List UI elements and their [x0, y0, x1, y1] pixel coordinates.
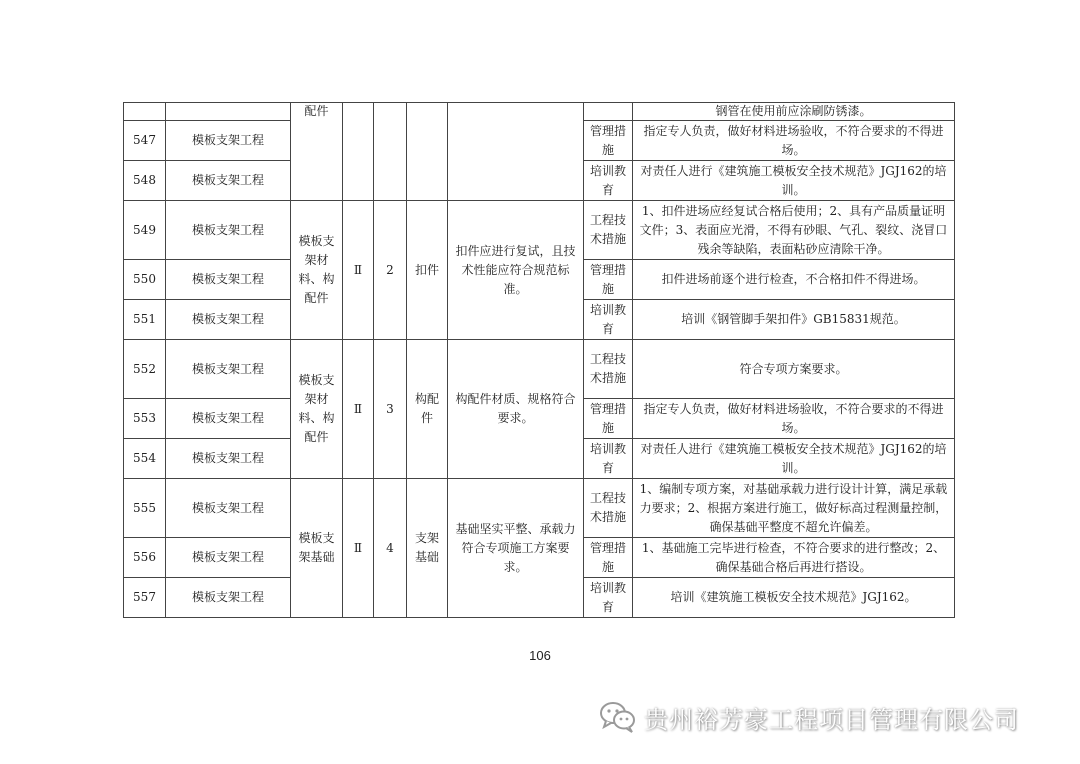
- measure-type-cell: 培训教育: [584, 161, 633, 201]
- requirement-cell: 构配件材质、规格符合要求。: [448, 340, 584, 479]
- project-cell: [166, 103, 291, 121]
- row-number-cell: 553: [124, 399, 166, 439]
- watermark: [598, 697, 1019, 737]
- measure-type-cell: 管理措施: [584, 121, 633, 161]
- project-cell: 模板支架工程: [166, 578, 291, 618]
- measure-cell: 指定专人负责，做好材料进场验收，不符合要求的不得进场。: [633, 399, 955, 439]
- measure-type-cell: 管理措施: [584, 538, 633, 578]
- measure-cell: 指定专人负责，做好材料进场验收，不符合要求的不得进场。: [633, 121, 955, 161]
- row-number-cell: [124, 103, 166, 121]
- project-cell: 模板支架工程: [166, 161, 291, 201]
- row-number-cell: 554: [124, 439, 166, 479]
- measure-type-cell: [584, 103, 633, 121]
- measure-type-cell: 培训教育: [584, 578, 633, 618]
- measure-type-cell: 管理措施: [584, 260, 633, 300]
- page-number: 106: [529, 648, 551, 663]
- project-cell: 模板支架工程: [166, 399, 291, 439]
- seq-cell: [374, 103, 407, 201]
- seq-cell: 2: [374, 201, 407, 340]
- risk-factor-cell: 模板支架材料、构配件: [291, 340, 343, 479]
- table-row: [124, 479, 955, 538]
- table-row: [124, 201, 955, 260]
- project-cell: 模板支架工程: [166, 260, 291, 300]
- watermark-text: 贵州裕芳豪工程项目管理有限公司: [644, 705, 1019, 734]
- measure-cell: 对责任人进行《建筑施工模板安全技术规范》JGJ162的培训。: [633, 161, 955, 201]
- measure-cell: 钢管在使用前应涂刷防锈漆。: [633, 103, 955, 121]
- item-cell: [407, 103, 448, 201]
- measure-type-cell: 管理措施: [584, 399, 633, 439]
- item-cell: 支架基础: [407, 479, 448, 618]
- project-cell: 模板支架工程: [166, 201, 291, 260]
- measure-cell: 扣件进场前逐个进行检查，不合格扣件不得进场。: [633, 260, 955, 300]
- project-cell: 模板支架工程: [166, 340, 291, 399]
- item-cell: 扣件: [407, 201, 448, 340]
- measure-cell: 培训《钢管脚手架扣件》GB15831规范。: [633, 300, 955, 340]
- row-number-cell: 549: [124, 201, 166, 260]
- row-number-cell: 547: [124, 121, 166, 161]
- measure-cell: 1、基础施工完毕进行检查，不符合要求的进行整改；2、确保基础合格后再进行搭设。: [633, 538, 955, 578]
- risk-factor-cell: 配件: [291, 103, 343, 201]
- measure-type-cell: 培训教育: [584, 300, 633, 340]
- seq-cell: 4: [374, 479, 407, 618]
- table-row: [124, 340, 955, 399]
- project-cell: 模板支架工程: [166, 479, 291, 538]
- row-number-cell: 552: [124, 340, 166, 399]
- project-cell: 模板支架工程: [166, 538, 291, 578]
- measure-cell: 符合专项方案要求。: [633, 340, 955, 399]
- measure-cell: 1、扣件进场应经复试合格后使用；2、具有产品质量证明文件；3、表面应光滑，不得有砂眼、气孔、裂纹、浇冒口残余等缺陷，表面粘砂应清除干净。: [633, 201, 955, 260]
- level-cell: Ⅱ: [343, 201, 374, 340]
- measure-cell: 培训《建筑施工模板安全技术规范》JGJ162。: [633, 578, 955, 618]
- measure-type-cell: 工程技术措施: [584, 479, 633, 538]
- row-number-cell: 550: [124, 260, 166, 300]
- project-cell: 模板支架工程: [166, 439, 291, 479]
- requirement-cell: [448, 103, 584, 201]
- measure-type-cell: 培训教育: [584, 439, 633, 479]
- level-cell: [343, 103, 374, 201]
- row-number-cell: 557: [124, 578, 166, 618]
- seq-cell: 3: [374, 340, 407, 479]
- item-cell: 构配件: [407, 340, 448, 479]
- project-cell: 模板支架工程: [166, 121, 291, 161]
- measure-cell: 1、编制专项方案，对基础承载力进行设计计算，满足承载力要求；2、根据方案进行施工，做好标高过程测量控制，确保基础平整度不超允许偏差。: [633, 479, 955, 538]
- risk-factor-cell: 模板支架材料、构配件: [291, 201, 343, 340]
- requirement-cell: 扣件应进行复试，且技术性能应符合规范标准。: [448, 201, 584, 340]
- level-cell: Ⅱ: [343, 340, 374, 479]
- safety-measures-table: [123, 102, 955, 618]
- measure-type-cell: 工程技术措施: [584, 201, 633, 260]
- wechat-icon: [598, 700, 638, 734]
- level-cell: Ⅱ: [343, 479, 374, 618]
- risk-factor-cell: 模板支架基础: [291, 479, 343, 618]
- row-number-cell: 551: [124, 300, 166, 340]
- measure-type-cell: 工程技术措施: [584, 340, 633, 399]
- project-cell: 模板支架工程: [166, 300, 291, 340]
- row-number-cell: 548: [124, 161, 166, 201]
- table-row: [124, 103, 955, 121]
- row-number-cell: 555: [124, 479, 166, 538]
- measure-cell: 对责任人进行《建筑施工模板安全技术规范》JGJ162的培训。: [633, 439, 955, 479]
- row-number-cell: 556: [124, 538, 166, 578]
- requirement-cell: 基础坚实平整、承载力符合专项施工方案要求。: [448, 479, 584, 618]
